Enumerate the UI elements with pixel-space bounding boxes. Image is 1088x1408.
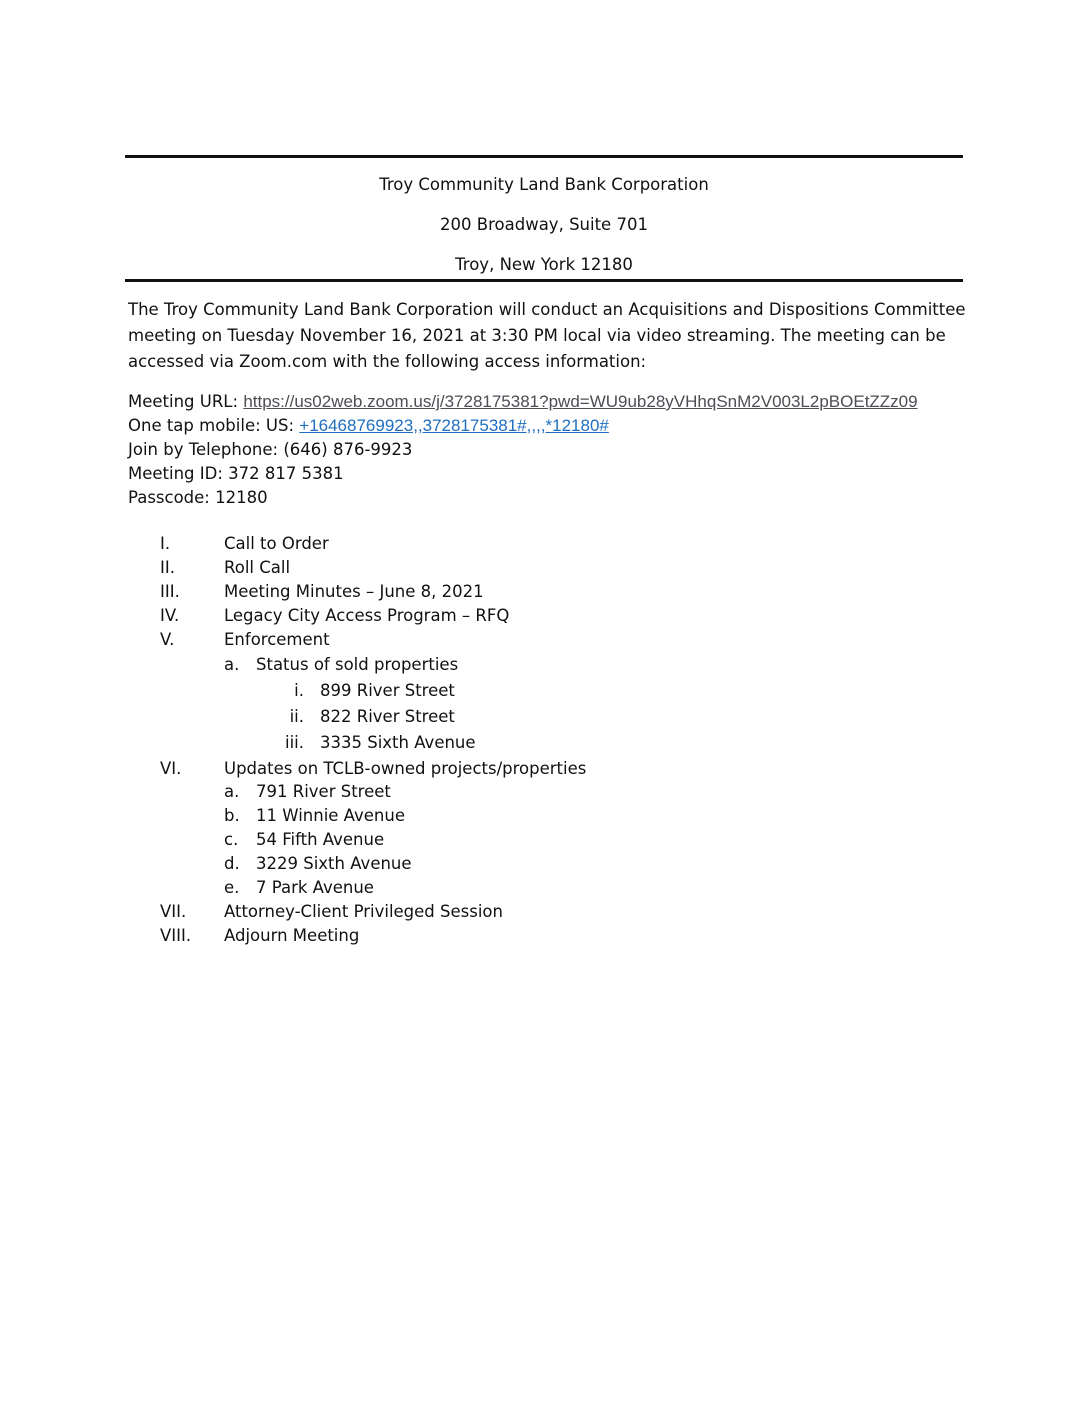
agenda-subitem-text: 54 Fifth Avenue: [256, 830, 385, 849]
agenda-item-number: IV.: [160, 606, 180, 625]
org-name: Troy Community Land Bank Corporation: [379, 175, 709, 194]
agenda-subitem-text: 7 Park Avenue: [256, 878, 374, 897]
one-tap-mobile-link[interactable]: +16468769923,,3728175381#,,,,*12180#: [299, 416, 609, 435]
agenda-subsubitem-numeral: i.: [294, 681, 304, 700]
agenda-item-text: Meeting Minutes – June 8, 2021: [224, 582, 484, 601]
agenda-subitem-letter: d.: [224, 854, 240, 873]
org-city: Troy, New York 12180: [455, 255, 633, 274]
agenda-item-number: III.: [160, 582, 180, 601]
agenda-subsubitem-numeral: iii.: [285, 733, 304, 752]
agenda-item-text: Updates on TCLB-owned projects/properties: [224, 759, 587, 778]
agenda-item-text: Adjourn Meeting: [224, 926, 360, 945]
agenda-subitem-letter: e.: [224, 878, 240, 897]
agenda-subitem-letter: c.: [224, 830, 239, 849]
meeting-id-line: Meeting ID: 372 817 5381: [128, 464, 344, 483]
agenda-item-number: VIII.: [160, 926, 192, 945]
agenda-subitem-text: 11 Winnie Avenue: [256, 806, 405, 825]
agenda-subitem-text: 3229 Sixth Avenue: [256, 854, 412, 873]
agenda-subitem-letter: b.: [224, 806, 240, 825]
agenda-item-text: Roll Call: [224, 558, 291, 577]
agenda-item-number: I.: [160, 534, 171, 553]
one-tap-mobile-label: One tap mobile: US:: [128, 416, 300, 435]
agenda-subsubitem-text: 899 River Street: [320, 681, 455, 700]
agenda-subitem-text: Status of sold properties: [256, 655, 459, 674]
intro-line: accessed via Zoom.com with the following access information:: [128, 352, 647, 371]
passcode-line: Passcode: 12180: [128, 488, 268, 507]
org-address: 200 Broadway, Suite 701: [440, 215, 648, 234]
meeting-url-label: Meeting URL:: [128, 392, 244, 411]
agenda-item-text: Call to Order: [224, 534, 329, 553]
agenda-item-number: VII.: [160, 902, 187, 921]
intro-line: meeting on Tuesday November 16, 2021 at 3:30 PM local via video streaming. The meeting can be: [128, 326, 946, 345]
agenda-subitem-letter: a.: [224, 655, 240, 674]
agenda-item-number: II.: [160, 558, 175, 577]
agenda-item-number: VI.: [160, 759, 182, 778]
agenda-item-text: Attorney-Client Privileged Session: [224, 902, 503, 921]
intro-line: The Troy Community Land Bank Corporation will conduct an Acquisitions and Dispositions Committee: [128, 300, 966, 319]
agenda-subsubitem-text: 3335 Sixth Avenue: [320, 733, 476, 752]
agenda-subitem-text: 791 River Street: [256, 782, 391, 801]
agenda-subitem-letter: a.: [224, 782, 240, 801]
meeting-url-link[interactable]: https://us02web.zoom.us/j/3728175381?pwd=WU9ub28yVHhqSnM2V003L2pBOEtZZz09: [243, 392, 918, 411]
agenda-item-text: Enforcement: [224, 630, 330, 649]
agenda-item-number: V.: [160, 630, 175, 649]
agenda-subsubitem-numeral: ii.: [289, 707, 304, 726]
agenda-subsubitem-text: 822 River Street: [320, 707, 455, 726]
agenda-item-text: Legacy City Access Program – RFQ: [224, 606, 510, 625]
telephone-line: Join by Telephone: (646) 876-9923: [128, 440, 413, 459]
